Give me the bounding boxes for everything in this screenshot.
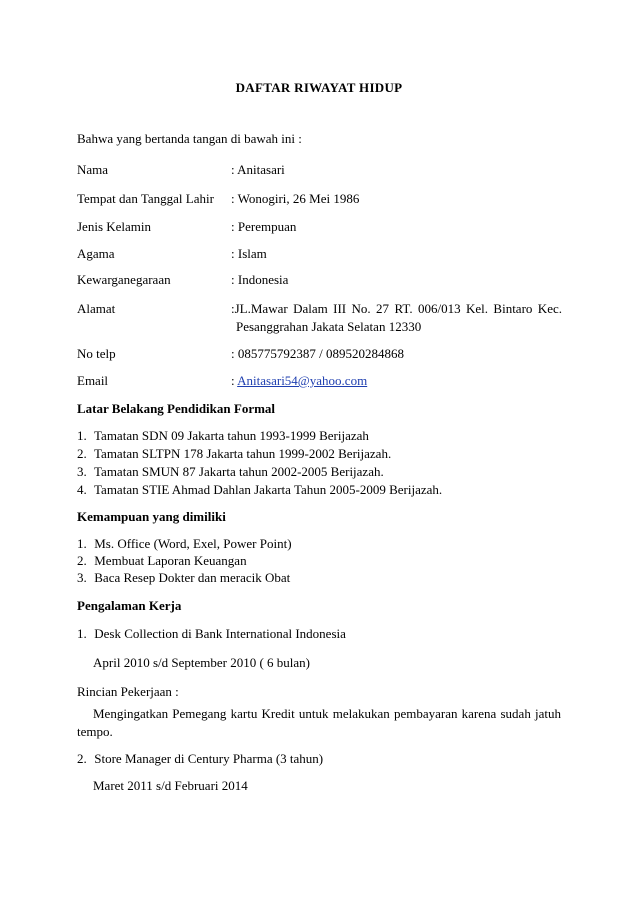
label-agama: Agama bbox=[77, 246, 115, 261]
label-email: Email bbox=[77, 373, 109, 388]
heading-pendidikan: Latar Belakang Pendidikan Formal bbox=[77, 401, 276, 416]
list-item: 3. Tamatan SMUN 87 Jakarta tahun 2002-2005 Berijazah. bbox=[77, 464, 384, 479]
rincian-text-cont: tempo. bbox=[77, 724, 113, 739]
label-alamat: Alamat bbox=[77, 301, 116, 316]
list-item: 2. Tamatan SLTPN 178 Jakarta tahun 1999-2002 Berijazah. bbox=[77, 446, 392, 461]
label-jenis-kelamin: Jenis Kelamin bbox=[77, 219, 152, 234]
value-ttl: : Wonogiri, 26 Mei 1986 bbox=[231, 191, 360, 206]
value-nama: : Anitasari bbox=[231, 162, 285, 177]
list-item: 2. Membuat Laporan Keuangan bbox=[77, 553, 247, 568]
list-item: 1. Ms. Office (Word, Exel, Power Point) bbox=[77, 536, 292, 551]
email-link[interactable]: Anitasari54@yahoo.com bbox=[237, 373, 368, 388]
label-nama: Nama bbox=[77, 162, 109, 177]
label-telp: No telp bbox=[77, 346, 116, 361]
job-1-title: 1. Desk Collection di Bank International Indonesia bbox=[77, 626, 346, 641]
list-item: 1. Tamatan SDN 09 Jakarta tahun 1993-1999 Berijazah bbox=[77, 428, 369, 443]
rincian-text: Mengingatkan Pemegang kartu Kredit untuk melakukan pembayaran karena sudah jatuh bbox=[93, 706, 561, 721]
list-item: 3. Baca Resep Dokter dan meracik Obat bbox=[77, 570, 291, 585]
job-2-title: 2. Store Manager di Century Pharma (3 tahun) bbox=[77, 751, 324, 766]
value-jenis-kelamin: : Perempuan bbox=[231, 219, 297, 234]
email-prefix: : bbox=[231, 373, 238, 388]
value-email bbox=[231, 373, 367, 389]
value-agama: : Islam bbox=[231, 246, 267, 261]
heading-kemampuan: Kemampuan yang dimiliki bbox=[77, 509, 226, 524]
value-alamat-line1: :JL.Mawar Dalam III No. 27 RT. 006/013 Kel. Bintaro Kec. bbox=[231, 301, 562, 316]
value-alamat-line2: Pesanggrahan Jakata Selatan 12330 bbox=[236, 319, 422, 334]
value-telp: : 085775792387 / 089520284868 bbox=[231, 346, 404, 361]
label-ttl: Tempat dan Tanggal Lahir bbox=[77, 191, 214, 206]
intro-text: Bahwa yang bertanda tangan di bawah ini : bbox=[77, 131, 302, 146]
rincian-label: Rincian Pekerjaan : bbox=[77, 684, 179, 699]
document-title: DAFTAR RIWAYAT HIDUP bbox=[235, 80, 403, 95]
job-2-period: Maret 2011 s/d Februari 2014 bbox=[93, 778, 248, 793]
heading-pengalaman: Pengalaman Kerja bbox=[77, 598, 182, 613]
label-kewarganegaraan: Kewarganegaraan bbox=[77, 272, 171, 287]
job-1-period: April 2010 s/d September 2010 ( 6 bulan) bbox=[93, 655, 310, 670]
list-item: 4. Tamatan STIE Ahmad Dahlan Jakarta Tahun 2005-2009 Berijazah. bbox=[77, 482, 443, 497]
value-kewarganegaraan: : Indonesia bbox=[231, 272, 289, 287]
